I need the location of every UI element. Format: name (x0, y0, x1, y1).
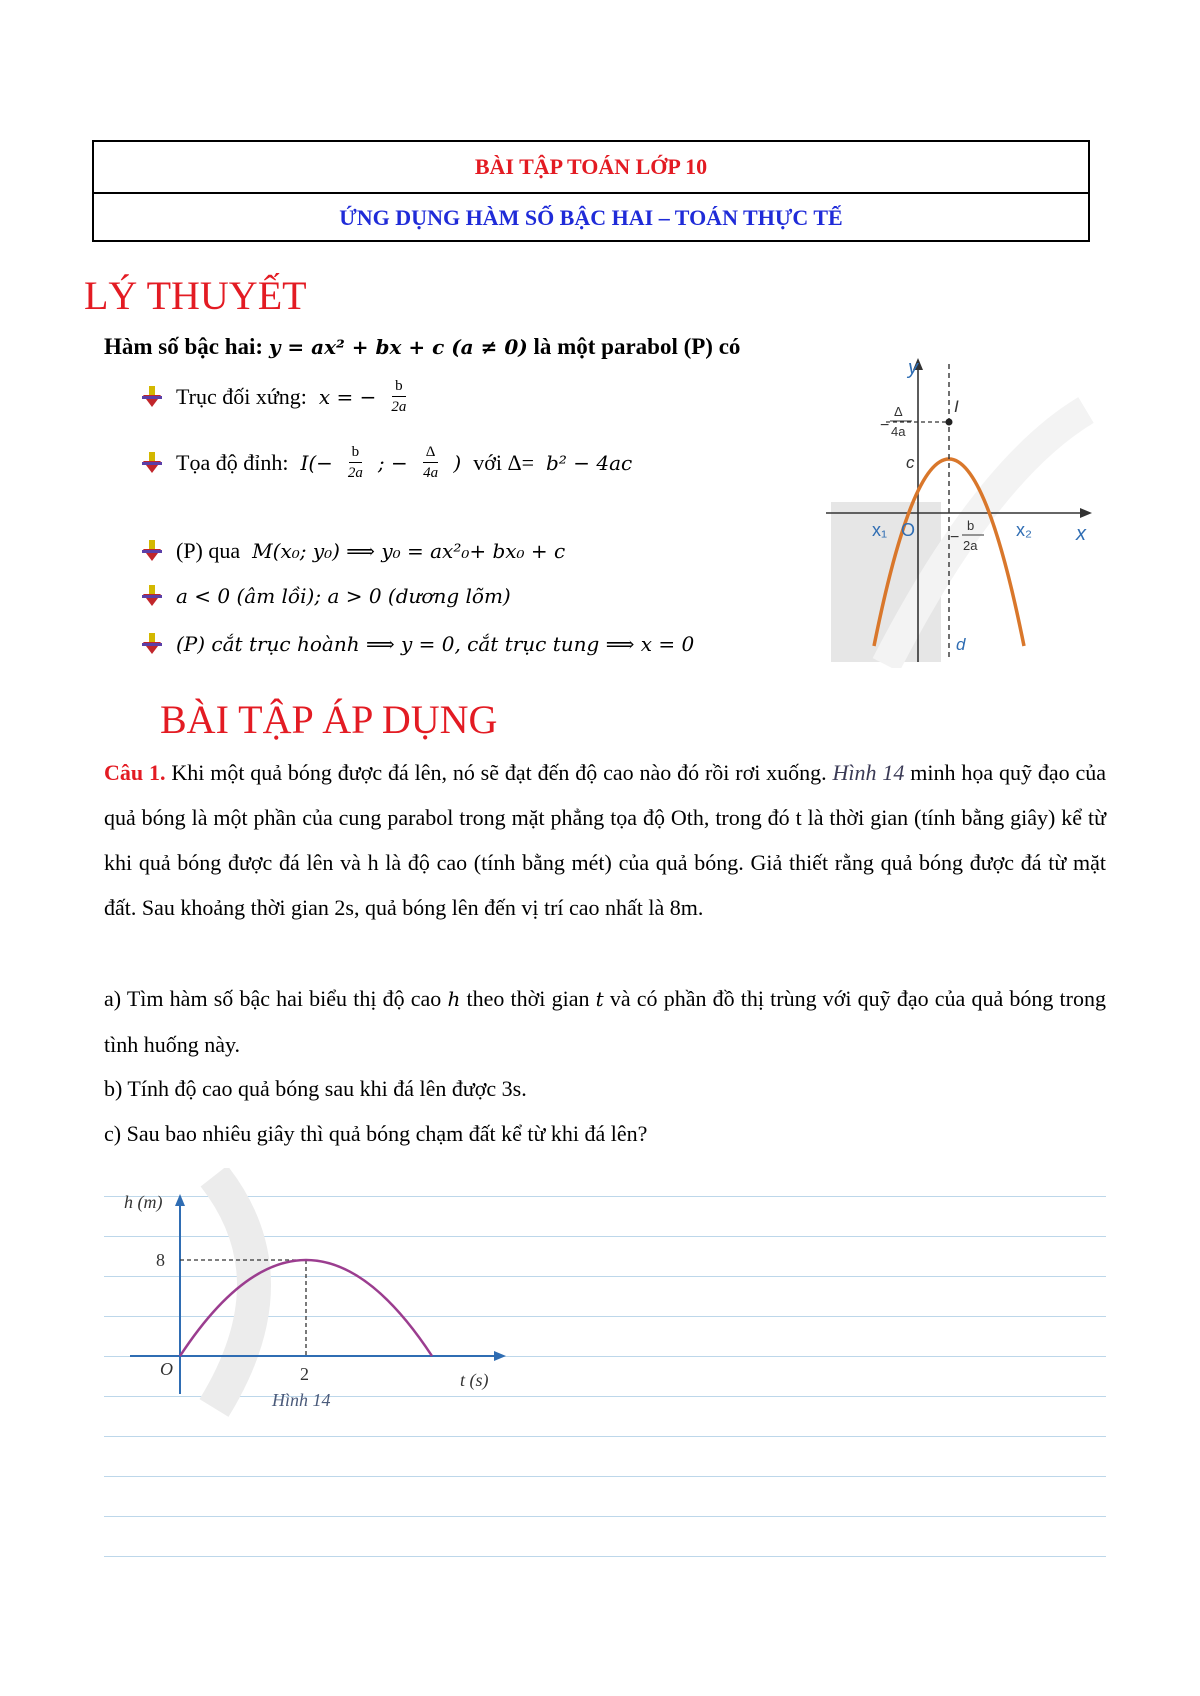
x-axis-arrow (1080, 508, 1092, 518)
bullet-arrow-icon (140, 539, 164, 563)
figure-reference: Hình 14 (832, 760, 905, 785)
fraction-b-over-2a: $\frac{b}{2a}$ (347, 444, 363, 481)
answer-line (104, 1436, 1106, 1437)
y-tick-denominator: 4a (891, 424, 906, 439)
document-title: BÀI TẬP TOÁN LỚP 10 (474, 154, 708, 179)
t-axis-arrow (494, 1351, 506, 1361)
bullet-arrow-icon (140, 451, 164, 475)
bullet-arrow-icon (140, 632, 164, 656)
vertex-separator: ; − (377, 450, 408, 475)
origin-label: O (160, 1359, 173, 1379)
bullet-concavity (140, 584, 511, 608)
parabola-graph (826, 350, 1096, 668)
x1-label: x₁ (872, 520, 888, 540)
y-axis-label: y (908, 357, 918, 379)
theory-main-line (104, 334, 740, 360)
question-1a: a) Tìm hàm số bậc hai biểu thị độ cao h theo thời gian t và có phần đồ thị trùng với quỹ đạo của quả bóng trong tình huống này. (104, 986, 1106, 1057)
delta-with: với Δ= (473, 449, 535, 475)
symmetry-line-label: d (956, 635, 966, 654)
vertex-I: I(− (300, 450, 333, 475)
var-h: h (447, 987, 461, 1011)
h-axis-label: h (m) (124, 1192, 163, 1212)
y-tick-minus: − (880, 417, 890, 434)
bullet-5-formula: (P) cắt trục hoành ⟹ y = 0, cắt trục tung ⟹ x = 0 (176, 632, 695, 656)
origin-label: O (901, 520, 916, 540)
t-axis-label: t (s) (460, 1370, 489, 1390)
bullet-3-label: (P) qua (176, 538, 241, 563)
vertex-point (946, 419, 953, 426)
bullet-1-label: Trục đối xứng: (176, 383, 307, 409)
x2-label: x₂ (1016, 520, 1032, 540)
question-1 (104, 750, 1106, 930)
y-tick-numerator: Δ (894, 404, 903, 419)
exercises-heading: BÀI TẬP ÁP DỤNG (160, 697, 498, 742)
bullet-axis-of-symmetry (140, 376, 409, 417)
fraction-delta-over-4a: $\frac{\Delta}{4a}$ (423, 444, 439, 481)
x-tick-denominator: 2a (963, 538, 978, 553)
bullet-point-on-parabola (140, 538, 565, 564)
bullet-1-lhs: x = − (318, 384, 377, 409)
peak-height-value: 8 (156, 1250, 165, 1270)
h-axis-arrow (175, 1194, 185, 1206)
answer-line (104, 1516, 1106, 1517)
question-1b: b) Tính độ cao quả bóng sau khi đá lên được 3s. (104, 1076, 527, 1101)
figure-caption: Hình 14 (272, 1390, 331, 1410)
answer-line (104, 1556, 1106, 1557)
delta-formula: b² − 4ac (546, 450, 633, 475)
question-1-text-b: minh họa quỹ đạo của quả bóng là một phần của cung parabol trong mặt phẳng tọa độ Oth, trong đó t là thời gian (tính bằng giây) kể từ khi quả bóng được đá lên và h là độ cao (tính bằng mét) của quả bóng. Giả thiết rằng quả bóng được đá từ mặt đất. Sau khoảng thời gian 2s, quả bóng lên đến vị trí cao nhất là 8m. (104, 760, 1106, 920)
theory-main-prefix: Hàm số bậc hai: (104, 334, 269, 359)
bullet-vertex (140, 442, 632, 483)
theory-main-formula: y = ax² + bx + c (a ≠ 0) (268, 335, 528, 359)
question-1-label: Câu 1. (104, 760, 166, 785)
bullet-3-formula: M(x₀; y₀) ⟹ y₀ = ax²₀+ bx₀ + c (252, 539, 566, 563)
bullet-intercepts (140, 632, 694, 656)
answer-line (104, 1476, 1106, 1477)
bullet-arrow-icon (140, 584, 164, 608)
question-1-text-a: Khi một quả bóng được đá lên, nó sẽ đạt đến độ cao nào đó rồi rơi xuống. (165, 760, 833, 785)
vertex-label: I (954, 397, 959, 416)
c-intercept-label: c (906, 453, 915, 472)
peak-time-value: 2 (300, 1364, 309, 1384)
vertex-close: ) (453, 450, 462, 475)
figure-14-graph (104, 1168, 524, 1423)
question-1c: c) Sau bao nhiêu giây thì quả bóng chạm đất kể từ khi đá lên? (104, 1121, 648, 1146)
theory-heading: LÝ THUYẾT (84, 273, 307, 318)
x-axis-label: x (1076, 523, 1086, 545)
fraction-b-over-2a: $\frac{b}{2a}$ (391, 378, 407, 415)
x-tick-numerator: b (967, 518, 975, 533)
theory-main-suffix: là một parabol (P) có (527, 334, 741, 359)
bullet-2-label: Tọa độ đỉnh: (176, 449, 289, 475)
bullet-arrow-icon (140, 385, 164, 409)
x-tick-minus: − (950, 529, 960, 546)
header-box (92, 140, 1090, 242)
bullet-4-formula: a < 0 (âm lồi); a > 0 (dương lõm) (176, 584, 511, 608)
document-subtitle: ỨNG DỤNG HÀM SỐ BẬC HAI – TOÁN THỰC TẾ (94, 192, 1088, 242)
var-t: t (595, 987, 604, 1011)
